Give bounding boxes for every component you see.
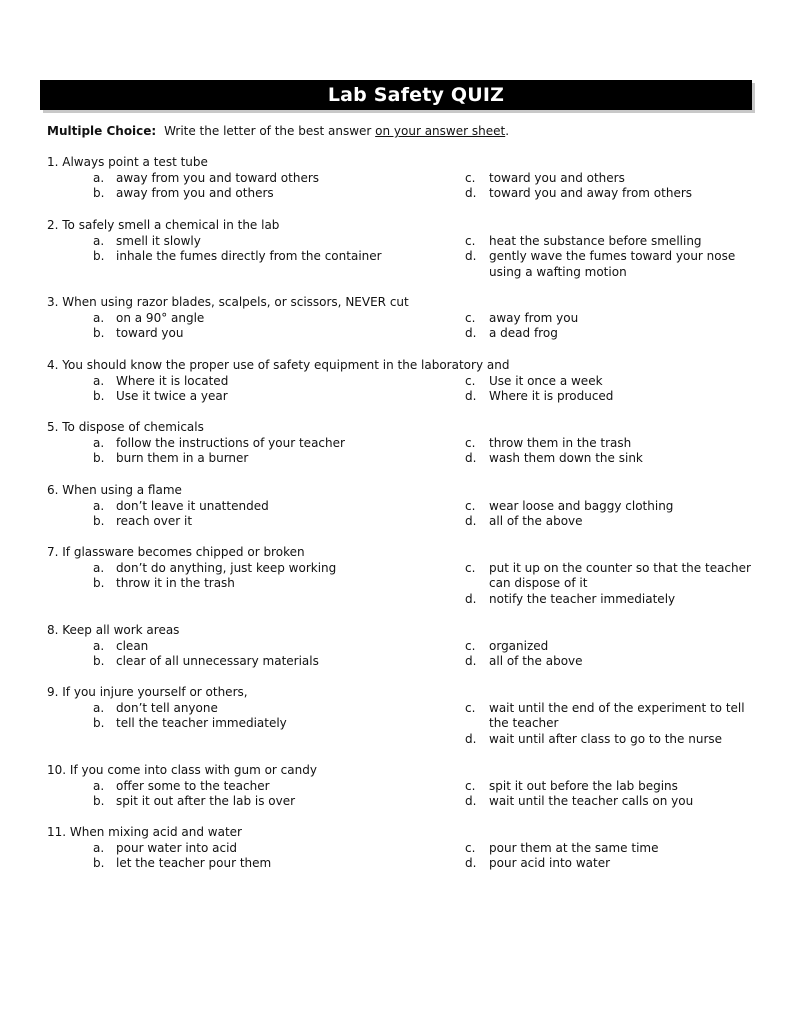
option-b: b. inhale the fumes directly from the container	[93, 249, 382, 263]
option-b: b. reach over it	[93, 514, 193, 528]
option-d: d. wait until the teacher calls on you	[465, 794, 694, 808]
option-d: d. all of the above	[465, 514, 583, 528]
quiz-title: Lab Safety QUIZ	[327, 84, 505, 106]
question-stem: 3. When using razor blades, scalpels, or scissors, NEVER cut	[47, 295, 409, 309]
instructions-label: Multiple Choice:	[47, 124, 157, 138]
instructions-text: Write the letter of the best answer	[164, 124, 376, 138]
option-d: d. a dead frog	[465, 326, 558, 340]
option-b: b. away from you and others	[93, 186, 274, 200]
option-a: a. clean	[93, 638, 149, 653]
option-c: c. wait until the end of the experiment to tell	[465, 700, 745, 715]
option-d: d. all of the above	[465, 654, 583, 668]
question-stem: 2. To safely smell a chemical in the lab	[47, 218, 280, 232]
question-stem: 7. If glassware becomes chipped or broken	[47, 545, 305, 559]
option-c: c. spit it out before the lab begins	[465, 778, 678, 793]
option-c-continued: can dispose of it	[489, 576, 588, 590]
option-c: c. heat the substance before smelling	[465, 233, 702, 248]
question-stem: 8. Keep all work areas	[47, 623, 180, 637]
instructions	[47, 123, 509, 139]
option-b: b. tell the teacher immediately	[93, 716, 287, 730]
option-d: d. gently wave the fumes toward your nose	[465, 249, 736, 263]
option-a: a. away from you and toward others	[93, 170, 320, 185]
option-d: d. toward you and away from others	[465, 186, 693, 200]
option-b: b. Use it twice a year	[93, 389, 228, 403]
option-a: a. don’t do anything, just keep working	[93, 560, 337, 575]
option-b: b. throw it in the trash	[93, 576, 235, 590]
question-stem: 1. Always point a test tube	[47, 155, 208, 169]
option-d: d. pour acid into water	[465, 856, 611, 870]
option-c-continued: the teacher	[489, 716, 559, 730]
option-c: c. Use it once a week	[465, 373, 603, 388]
option-b: b. spit it out after the lab is over	[93, 794, 296, 808]
option-c: c. pour them at the same time	[465, 840, 659, 855]
option-c: c. wear loose and baggy clothing	[465, 498, 674, 513]
question-stem: 5. To dispose of chemicals	[47, 420, 204, 434]
option-a: a. on a 90° angle	[93, 310, 205, 325]
option-a: a. pour water into acid	[93, 840, 238, 855]
option-a: a. follow the instructions of your teacher	[93, 435, 345, 450]
option-c: c. organized	[465, 638, 549, 653]
option-b: b. let the teacher pour them	[93, 856, 272, 870]
instructions-underlined: on your answer sheet	[375, 124, 506, 138]
instructions-period: .	[505, 124, 510, 138]
quiz-title-bar	[40, 80, 752, 110]
option-b: b. burn them in a burner	[93, 451, 249, 465]
question-stem: 10. If you come into class with gum or candy	[47, 763, 317, 777]
option-a: a. Where it is located	[93, 373, 229, 388]
option-a: a. offer some to the teacher	[93, 778, 270, 793]
option-d: d. wait until after class to go to the nurse	[465, 731, 723, 746]
option-c: c. toward you and others	[465, 170, 625, 185]
option-a: a. don’t tell anyone	[93, 700, 218, 715]
question-stem: 9. If you injure yourself or others,	[47, 685, 248, 699]
option-d-continued: using a wafting motion	[489, 264, 627, 279]
question-stem: 4. You should know the proper use of safety equipment in the laboratory and	[47, 358, 510, 372]
question-stem: 11. When mixing acid and water	[47, 825, 242, 839]
option-d: d. Where it is produced	[465, 389, 614, 403]
option-a: a. smell it slowly	[93, 233, 201, 248]
option-c: c. throw them in the trash	[465, 435, 632, 450]
option-a: a. don’t leave it unattended	[93, 498, 269, 513]
option-b: b. toward you	[93, 326, 184, 340]
option-c: c. away from you	[465, 310, 579, 325]
question-stem: 6. When using a flame	[47, 483, 182, 497]
option-c: c. put it up on the counter so that the teacher	[465, 560, 751, 575]
option-b: b. clear of all unnecessary materials	[93, 654, 319, 668]
option-d: d. wash them down the sink	[465, 451, 643, 465]
option-d: d. notify the teacher immediately	[465, 591, 676, 606]
